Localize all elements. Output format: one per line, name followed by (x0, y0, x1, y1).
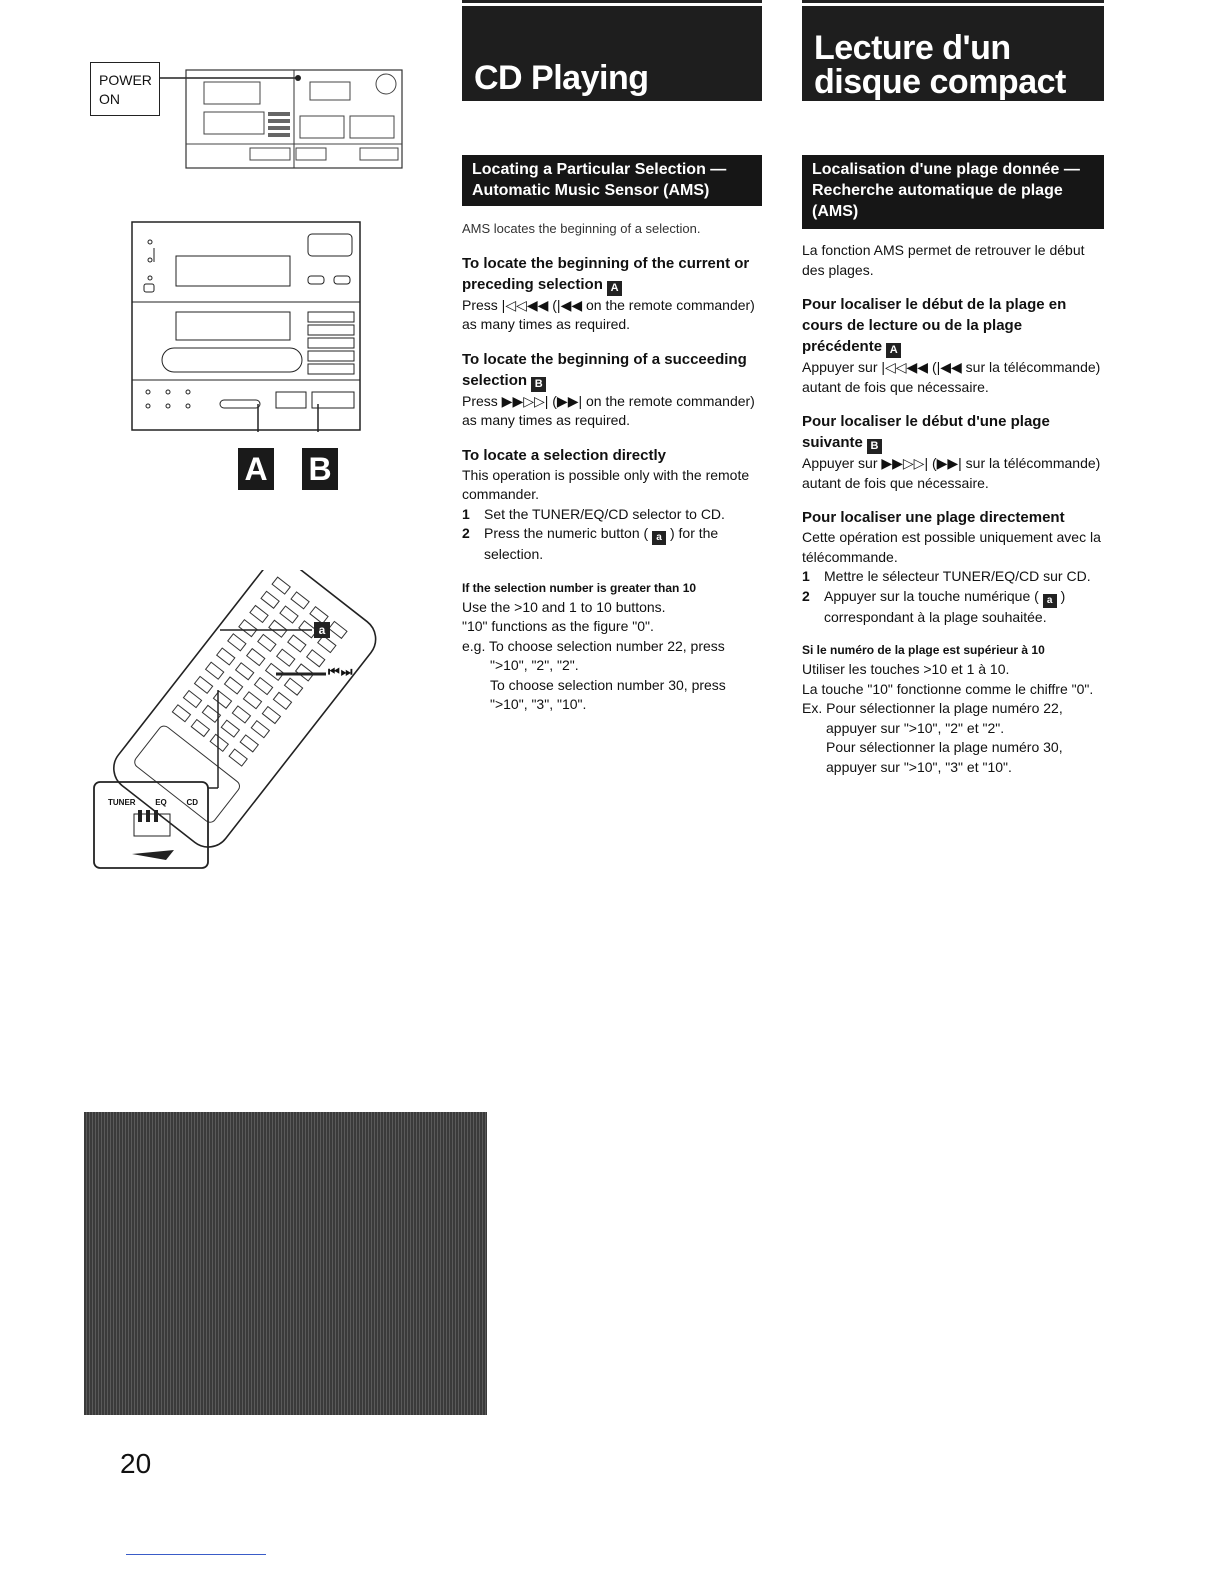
english-greater-2: "10" functions as the figure "0". (462, 618, 654, 634)
dark-panel (84, 1112, 487, 1415)
english-heading-directly: To locate a selection directly (462, 446, 666, 464)
french-step-2: 2 Appuyer sur la touche numérique ( a ) correspondant à la plage souhaitée. (802, 587, 1066, 625)
english-eg-1b: ">10", "2", "2". (490, 657, 579, 673)
french-ex-2: Pour sélectionner la plage numéro 30, appuyer sur ">10", "3" et "10". (826, 739, 1063, 775)
marker-small-a: a (1043, 594, 1057, 608)
english-column (462, 219, 767, 715)
english-heading-succeeding: To locate the beginning of a succeeding selection B (462, 350, 747, 390)
french-column (802, 241, 1102, 777)
french-banner-line1: Lecture d'un (814, 29, 1011, 67)
marker-a: A (886, 343, 901, 358)
callout-a: A (238, 448, 274, 490)
french-intro: La fonction AMS permet de retrouver le début des plages. (802, 242, 1085, 278)
french-banner-line2: disque compact (814, 63, 1066, 101)
switch-label-cd: CD (186, 798, 198, 807)
marker-b: B (867, 439, 882, 454)
callout-b: B (302, 448, 338, 490)
stereo-small-illustration (160, 66, 410, 170)
english-banner (462, 6, 762, 101)
french-text-directly: Cette opération est possible uniquement avec la télécommande. (802, 529, 1101, 565)
english-heading-greater: If the selection number is greater than 10 (462, 580, 697, 595)
english-section-heading: Locating a Particular Selection — Automatic Music Sensor (AMS) (462, 155, 762, 206)
switch-label-eq: EQ (155, 798, 167, 807)
top-rule-french (802, 0, 1104, 3)
french-text-current: Appuyer sur |◁◁◀◀ (|◀◀ sur la télécommande) autant de fois que nécessaire. (802, 359, 1101, 395)
french-ex-1: Ex. Pour sélectionner la plage numéro 22, appuyer sur ">10", "2" et "2". (802, 700, 1063, 736)
english-eg-1: e.g. To choose selection number 22, press (462, 637, 725, 654)
french-heading-directly: Pour localiser une plage directement (802, 509, 1065, 526)
french-heading-current: Pour localiser le début de la plage en cours de lecture ou de la plage précédente A (802, 296, 1067, 356)
french-greater-2: La touche "10" fonctionne comme le chiffre "0". (802, 680, 1094, 697)
english-step-2: 2 Press the numeric button ( a ) for the selection. (462, 525, 719, 562)
english-text-succeeding: Press ▶▶▷▷| (▶▶| on the remote commander) as many times as required. (462, 392, 755, 428)
power-on-label-box (90, 62, 160, 116)
english-step-1: 1 Set the TUNER/EQ/CD selector to CD. (462, 505, 725, 522)
switch-label-tuner: TUNER (108, 798, 136, 807)
french-greater-1: Utiliser les touches >10 et 1 à 10. (802, 661, 1010, 677)
french-heading-greater: Si le numéro de la plage est supérieur à 10 (802, 643, 1045, 657)
english-eg-2: To choose selection number 30, press (490, 676, 726, 693)
skip-symbols-label: ⏮⏭ (328, 664, 354, 679)
switch-labels (108, 798, 198, 807)
english-intro: AMS locates the beginning of a selection. (462, 221, 701, 236)
page-number: 20 (120, 1448, 152, 1479)
marker-a: A (607, 281, 622, 296)
english-text-directly: This operation is possible only with the remote commander. (462, 466, 750, 502)
marker-small-a: a (652, 531, 666, 545)
english-heading-current: To locate the beginning of the current or preceding selection A (462, 254, 750, 294)
power-label-line2: ON (99, 91, 120, 107)
english-greater-1: Use the >10 and 1 to 10 buttons. (462, 598, 666, 615)
bottom-link-underline (126, 1554, 266, 1555)
french-section-heading: Localisation d'une plage donnée — Recherche automatique de plage (AMS) (802, 155, 1104, 229)
power-label-line1: POWER (99, 72, 152, 88)
french-heading-succeeding: Pour localiser le début d'une plage suivante B (802, 413, 1050, 452)
english-eg-2b: ">10", "3", "10". (490, 696, 587, 712)
top-rule-english (462, 0, 762, 3)
remote-illustration (90, 570, 420, 880)
main-unit-illustration (130, 220, 362, 432)
french-step-1: 1 Mettre le sélecteur TUNER/EQ/CD sur CD. (802, 568, 1091, 584)
french-banner (802, 6, 1104, 101)
marker-b: B (531, 377, 546, 392)
english-text-current: Press |◁◁◀◀ (|◀◀ on the remote commander) as many times as required. (462, 296, 755, 332)
callout-small-a: a (314, 622, 330, 638)
english-banner-title: CD Playing (474, 59, 649, 97)
french-text-succeeding: Appuyer sur ▶▶▷▷| (▶▶| sur la télécommande) autant de fois que nécessaire. (802, 455, 1101, 491)
